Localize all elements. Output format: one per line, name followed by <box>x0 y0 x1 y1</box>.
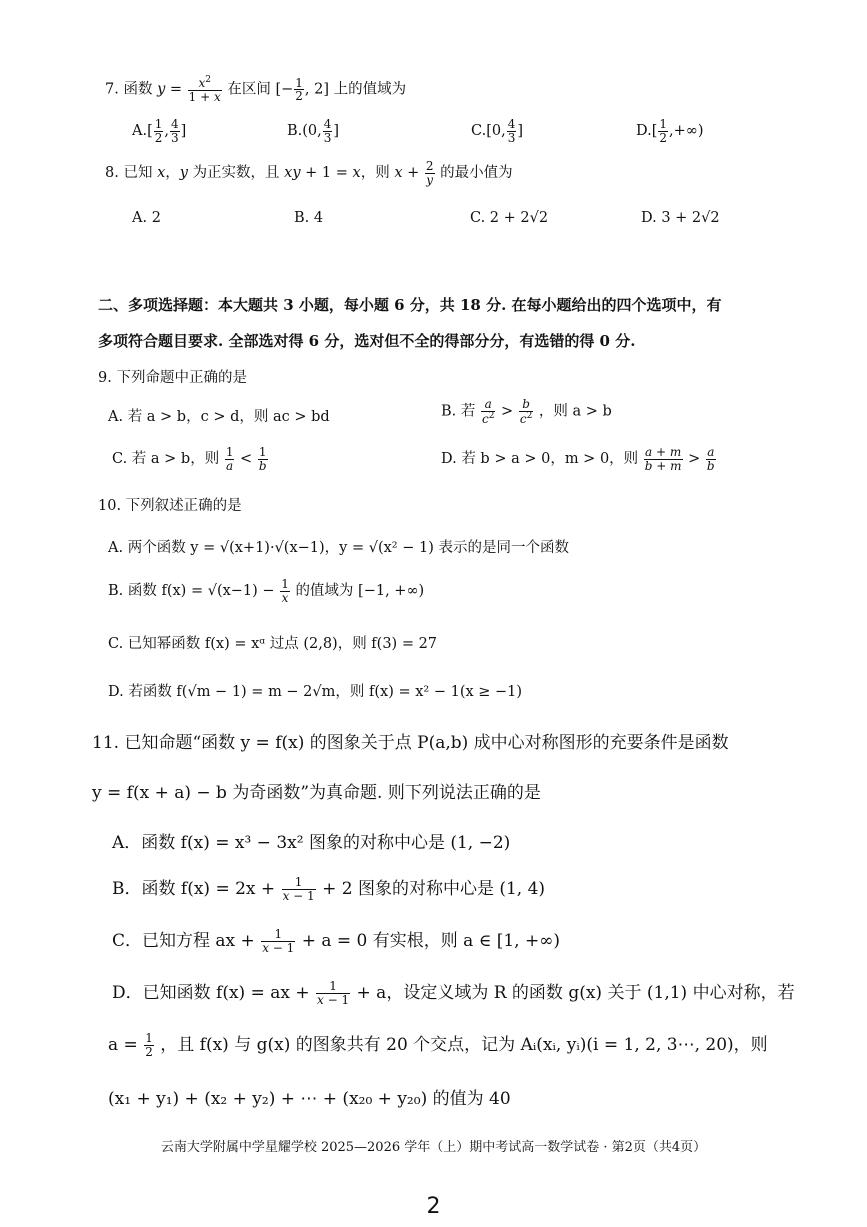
q9-option-d: D. 若 b > a > 0，m > 0，则 $\frac{a + m}{b + m}$ > $\frac{a}{b}$ <box>441 445 715 473</box>
q10-option-a: A. 两个函数 y = √(x+1)·√(x−1)，y = √(x² − 1) 表示的是同一个函数 <box>108 540 569 556</box>
q9-option-a: A. 若 a > b，c > d，则 ac > bd <box>108 409 330 425</box>
q11-option-d-line3: (x₁ + y₁) + (x₂ + y₂) + ⋯ + (x₂₀ + y₂₀) 的值为 40 <box>108 1089 511 1109</box>
section2-line1: 二、多项选择题：本大题共 3 小题，每小题 6 分，共 18 分. 在每小题给出的四个选项中，有 <box>98 296 722 314</box>
q8-stem: 8. 已知 x，y 为正实数，且 xy + 1 = x，则 x + $\frac{2}{y}$ 的最小值为 <box>105 159 513 187</box>
section2-line2: 多项符合题目要求. 全部选对得 6 分，选对但不全的得部分分，有选错的得 0 分. <box>98 332 636 350</box>
q8-option-d: D. 3 + 2√2 <box>641 210 720 226</box>
q7-option-c: C.[0, $\frac{4}{3}$ ] <box>471 117 523 145</box>
q8-option-c: C. 2 + 2√2 <box>470 210 549 226</box>
q11-option-d-line2: a = $\frac{1}{2}$ ，且 f(x) 与 g(x) 的图象共有 20 个交点，记为 Aᵢ(xᵢ, yᵢ)(i = 1, 2, 3⋯, 20)，则 <box>108 1031 768 1059</box>
q11-line2: y = f(x + a) − b 为奇函数”为真命题. 则下列说法正确的是 <box>92 783 541 803</box>
q7-stem: 7. 函数 y = $\frac{x^2}{1 + x}$ 在区间 [− $\frac{1}{2}$ , 2] 上的值域为 <box>105 75 407 104</box>
q11-option-a: A．函数 f(x) = x³ − 3x² 图象的对称中心是 (1, −2) <box>112 833 511 853</box>
q8-option-b: B. 4 <box>294 210 324 226</box>
page-number: 2 <box>426 1194 441 1219</box>
q11-option-d: D．已知函数 f(x) = ax + $\frac{1}{x - 1}$ + a，设定义域为 R 的函数 g(x) 关于 (1,1) 中心对称，若 <box>112 979 795 1007</box>
q11-line1: 11. 已知命题“函数 y = f(x) 的图象关于点 P(a,b) 成中心对称图形的充要条件是函数 <box>92 733 729 753</box>
q11-option-b: B．函数 f(x) = 2x + $\frac{1}{x - 1}$ + 2 图象的对称中心是 (1, 4) <box>112 875 546 903</box>
q7-option-b: B.(0, $\frac{4}{3}$ ] <box>287 117 340 145</box>
q10-stem: 10. 下列叙述正确的是 <box>98 498 242 514</box>
q11-option-c: C．已知方程 ax + $\frac{1}{x - 1}$ + a = 0 有实根，则 a ∈ [1, +∞) <box>112 927 560 955</box>
page-footer: 云南大学附属中学星耀学校 2025—2026 学年（上）期中考试高一数学试卷 · 第2页（共4页） <box>160 1140 707 1155</box>
q9-option-b: B. 若 $\frac{a}{c^2}$ > $\frac{b}{c^2}$ ，则 a > b <box>441 397 612 426</box>
q10-option-d: D. 若函数 f(√m − 1) = m − 2√m，则 f(x) = x² − 1(x ≥ −1) <box>108 684 523 700</box>
q7-fraction: $\frac{x^2}{1 + x}$ <box>188 75 221 104</box>
q7-option-a: A.[ $\frac{1}{2}$ , $\frac{4}{3}$ ] <box>132 117 187 145</box>
q7-option-d: D.[ $\frac{1}{2}$ ,+∞) <box>636 117 704 145</box>
q8-option-a: A. 2 <box>132 210 161 226</box>
q9-option-c: C. 若 a > b，则 $\frac{1}{a}$ < $\frac{1}{b}$ <box>112 445 267 473</box>
q10-option-b: B. 函数 f(x) = √(x−1) − $\frac{1}{x}$ 的值域为 [−1, +∞) <box>108 577 425 605</box>
q9-stem: 9. 下列命题中正确的是 <box>98 370 247 386</box>
q10-option-c: C. 已知幂函数 f(x) = xᵅ 过点 (2,8)，则 f(3) = 27 <box>108 636 438 652</box>
